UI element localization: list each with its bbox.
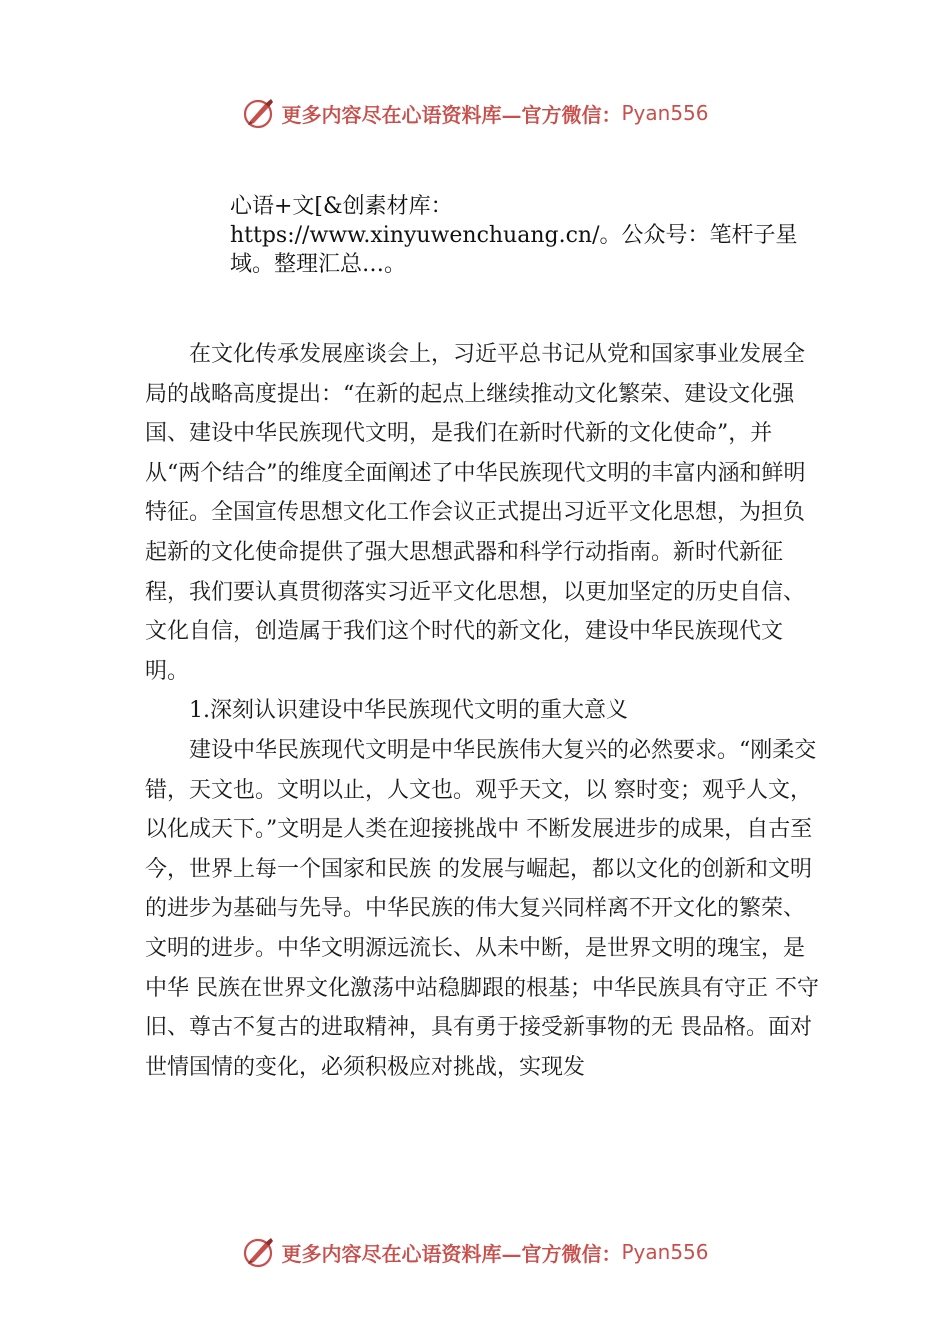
article-body: [145, 335, 825, 1087]
pen-logo-icon: [241, 1234, 277, 1270]
pen-logo-icon: [241, 95, 277, 131]
banner-text: 更多内容尽在心语资料库—官方微信：: [281, 1241, 622, 1266]
footer-banner: [0, 1232, 950, 1272]
section-heading: 1.深刻认识建设中华民族现代文明的重大意义: [189, 698, 628, 724]
header-banner: [0, 93, 950, 133]
banner-text: 更多内容尽在心语资料库—官方微信：: [281, 102, 622, 127]
banner-wechat-id: Pyan556: [621, 1240, 709, 1264]
source-note: [230, 192, 830, 279]
banner-wechat-id: Pyan556: [621, 101, 709, 125]
paragraph-intro: 在文化传承发展座谈会上，习近平总书记从党和国家事业发展全局的战略高度提出：“在新的起点上继续推动文化繁荣、建设文化强国、建设中华民族现代文明，是我们在新时代新的文化使命”，并从“两个结合”的维度全面阐述了中华民族现代文明的丰富内涵和鲜明特征。全国宣传思想文化工作会议正式提出习近平文化思想，为担负起新的文化使命提供了强大思想武器和科学行动指南。新时代新征程，我们要认真贯彻落实习近平文化思想，以更加坚定的历史自信、 文化自信，创造属于我们这个时代的新文化，建设中华民族现代文明。: [145, 342, 806, 684]
source-text: 心语+文[&创素材库：https://www.xinyuwenchuang.cn/。公众号：笔杆子星域。整理汇总…。: [230, 194, 798, 277]
paragraph-significance: 建设中华民族现代文明是中华民族伟大复兴的必然要求。“刚柔交错，天文也。文明以止，人文也。观乎天文，以 察时变；观乎人文，以化成天下。”文明是人类在迎接挑战中 不断发展进步的成果，自古至今，世界上每一个国家和民族 的发展与崛起，都以文化的创新和文明的进步为基础与先导。中华民族的伟大复兴同样离不开文化的繁荣、文明的进步。中华文明源远流长、从未中断，是世界文明的瑰宝，是中华 民族在世界文化激荡中站稳脚跟的根基；中华民族具有守正 不守旧、尊古不复古的进取精神，具有勇于接受新事物的无 畏品格。面对世情国情的变化，必须积极应对挑战，实现发: [145, 737, 819, 1080]
